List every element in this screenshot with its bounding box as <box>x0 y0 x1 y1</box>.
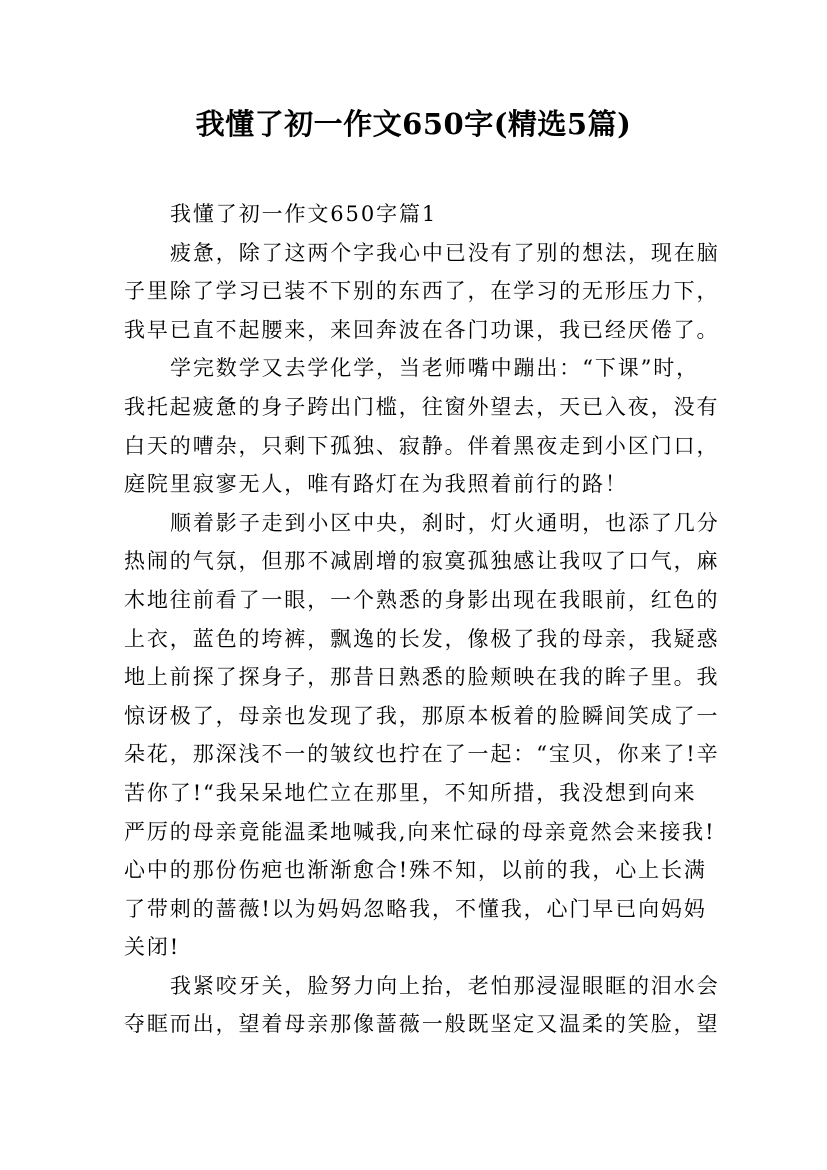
body-line: 我紧咬牙关，脸努力向上抬，老怕那浸湿眼眶的泪水会 <box>170 973 720 998</box>
body-line: 学完数学又去学化学，当老师嘴中蹦出：“下课”时， <box>170 356 700 381</box>
body-line: 苦你了!“我呆呆地伫立在那里，不知所措，我没想到向来 <box>124 780 697 805</box>
body-line: 了带刺的蔷薇!以为妈妈忽略我，不懂我，心门早已向妈妈 <box>124 896 707 921</box>
body-line: 我托起疲惫的身子跨出门槛，往窗外望去，天已入夜，没有 <box>124 394 720 419</box>
body-line: 夺眶而出，望着母亲那像蔷薇一般既坚定又温柔的笑脸，望 <box>124 1012 720 1037</box>
document-title: 我懂了初一作文650字(精选5篇) <box>195 107 632 141</box>
section-heading: 我懂了初一作文650字篇1 <box>170 202 438 226</box>
body-line: 我早已直不起腰来，来回奔波在各门功课，我已经厌倦了。 <box>124 317 720 342</box>
body-line: 热闹的气氛，但那不减剧增的寂寞孤独感让我叹了口气，麻 <box>124 549 720 574</box>
body-line: 惊讶极了，母亲也发现了我，那原本板着的脸瞬间笑成了一 <box>124 703 720 728</box>
body-line: 心中的那份伤疤也渐渐愈合!殊不知，以前的我，心上长满 <box>124 858 707 883</box>
body-line: 严厉的母亲竟能温柔地喊我,向来忙碌的母亲竟然会来接我! <box>124 819 716 844</box>
body-line: 木地往前看了一眼，一个熟悉的身影出现在我眼前，红色的 <box>124 587 720 612</box>
body-line: 顺着影子走到小区中央，刹时，灯火通明，也添了几分 <box>170 510 720 535</box>
body-line: 子里除了学习已装不下别的东西了，在学习的无形压力下， <box>124 279 720 304</box>
body-line: 上衣，蓝色的垮裤，飘逸的长发，像极了我的母亲，我疑惑 <box>124 626 720 651</box>
body-line: 疲惫，除了这两个字我心中已没有了别的想法，现在脑 <box>170 240 720 265</box>
body-line: 庭院里寂寥无人，唯有路灯在为我照着前行的路！ <box>124 472 628 497</box>
body-line: 地上前探了探身子，那昔日熟悉的脸颊映在我的眸子里。我 <box>124 665 720 690</box>
body-line: 白天的嘈杂，只剩下孤独、寂静。伴着黑夜走到小区门口， <box>124 433 720 458</box>
body-line: 朵花，那深浅不一的皱纹也拧在了一起：“宝贝，你来了!辛 <box>124 742 720 767</box>
body-line: 关闭! <box>124 935 181 960</box>
document-body <box>124 195 720 1044</box>
